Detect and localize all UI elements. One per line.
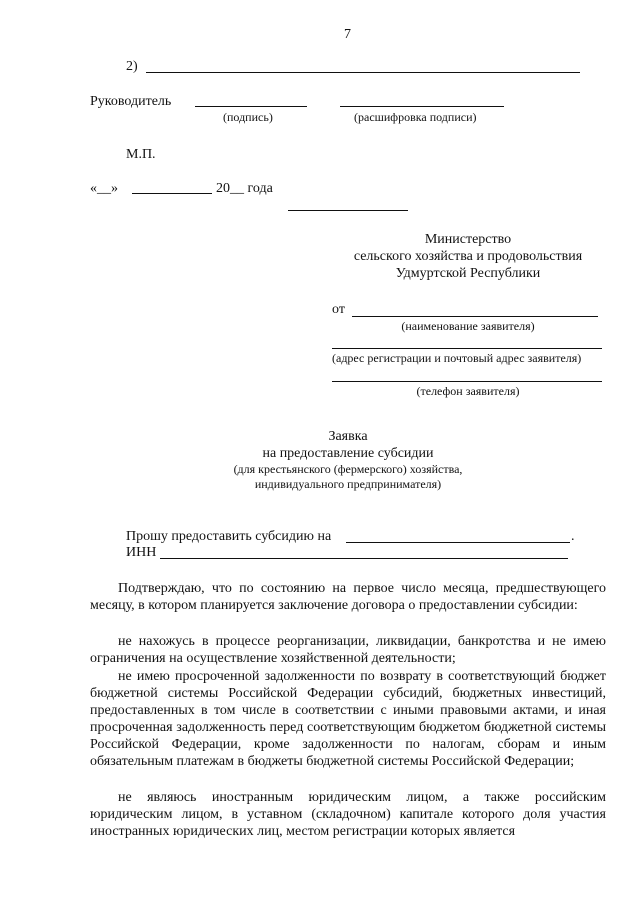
phone-line	[332, 381, 602, 382]
item-2-label: 2)	[126, 59, 138, 74]
paragraph-foreign: не являюсь иностранным юридическим лицом, а также российским юридическим лицом, в уставном (складочном) капитале которого доля участия иностранных юридических лиц, местом регистрации которых является	[90, 790, 606, 839]
title-line-4: индивидуального предпринимателя)	[254, 477, 442, 491]
paragraph-confirm: Подтверждаю, что по состоянию на первое число месяца, предшествующего месяцу, в котором планируется заключение договора о предоставлении субсидии:	[90, 581, 606, 613]
addressee-line-2: сельского хозяйства и продовольствия	[353, 249, 583, 264]
applicant-name-line	[352, 316, 598, 317]
date-day: «__»	[90, 181, 118, 196]
title-line-3: (для крестьянского (фермерского) хозяйства,	[233, 462, 463, 476]
inn-label: ИНН	[126, 545, 157, 560]
decode-line	[340, 106, 504, 107]
from-label: от	[332, 302, 345, 317]
inn-line	[160, 558, 568, 559]
addressee-line-3: Удмуртской Республики	[395, 266, 541, 281]
addressee-line-1: Министерство	[424, 232, 512, 247]
request-end: .	[571, 529, 575, 544]
address-line	[332, 348, 602, 349]
title-line-1: Заявка	[328, 429, 368, 444]
request-line	[346, 542, 570, 543]
applicant-name-caption: (наименование заявителя)	[401, 319, 535, 333]
paragraph-reorganization: не нахожусь в процессе реорганизации, ликвидации, банкротства и не имею ограничения на осуществление хозяйственной деятельности;	[90, 634, 606, 666]
item-2-line	[146, 72, 580, 73]
signature-caption: (подпись)	[223, 110, 273, 124]
phone-caption: (телефон заявителя)	[416, 384, 520, 398]
date-month-line	[132, 193, 212, 194]
address-caption: (адрес регистрации и почтовый адрес заявителя)	[332, 351, 582, 365]
separator-line	[288, 210, 408, 211]
stamp-label: М.П.	[126, 147, 156, 162]
signature-line	[195, 106, 307, 107]
decode-caption: (расшифровка подписи)	[354, 110, 477, 124]
page-number: 7	[344, 27, 351, 42]
date-year: 20__ года	[216, 181, 273, 196]
request-label: Прошу предоставить субсидию на	[126, 529, 332, 544]
head-label: Руководитель	[90, 94, 172, 109]
title-line-2: на предоставление субсидии	[262, 446, 434, 461]
paragraph-debt: не имею просроченной задолженности по возврату в соответствующий бюджет бюджетной системы Российской Федерации субсидий, бюджетных инвестиций, предоставленных в том числе в соответствии с иными правовыми актами, и иная просроченная задолженность перед соответствующим бюджетом бюджетной системы Российской Федерации, кроме задолженности по налогам, сборам и иным обязательным платежам в бюджеты бюджетной системы Российской Федерации;	[90, 669, 606, 769]
